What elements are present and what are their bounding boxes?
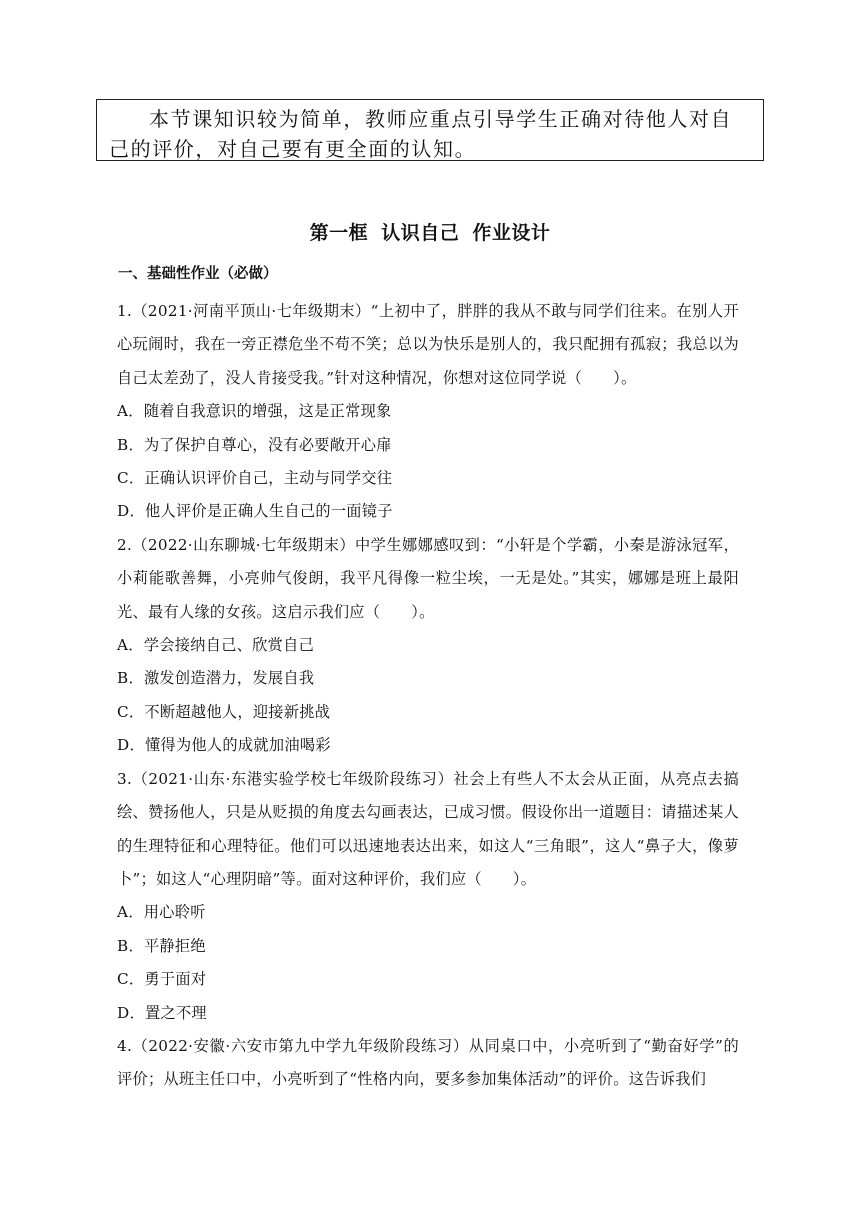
question-1-stem: 1.（2021·河南平顶山·七年级期末）“上初中了，胖胖的我从不敢与同学们往来。在别人开心玩闹时，我在一旁正襟危坐不苟不笑；总以为快乐是别人的，我只配拥有孤寂；我总以为自己太差劲了，没人肯接受我。”针对这种情况，你想对这位同学说（ ）。 (117, 302, 739, 387)
question-3-stem: 3.（2021·山东·东港实验学校七年级阶段练习）社会上有些人不太会从正面，从亮点去搞绘、赞扬他人，只是从贬损的角度去勾画表达，已成习惯。假设你出一道题目：请描述某人的生理特征和心理特征。他们可以迅速地表达出来，如这人“三角眼”，这人“鼻子大，像萝卜”；如这人“心理阴暗”等。面对这种评价，我们应（ ）。 (117, 769, 739, 888)
page-title (0, 218, 860, 245)
title-part3: 作业设计 (472, 222, 551, 244)
question-1-option-d: D．他人评价是正确人生自己的一面镜子 (117, 502, 393, 521)
question-4-stem: 4.（2022·安徽·六安市第九中学九年级阶段练习）从同桌口中，小亮听到了“勤奋好学”的评价；从班主任口中，小亮听到了“性格内向，要多参加集体活动”的评价。这告诉我们 (117, 1036, 739, 1089)
teaching-note-box (96, 99, 764, 161)
question-3-option-b: B．平静拒绝 (117, 936, 206, 955)
title-part2: 认识自己 (381, 222, 460, 244)
teaching-note: 本节课知识较为简单，教师应重点引导学生正确对待他人对自己的评价，对自己要有更全面的认知。 (109, 107, 733, 161)
question-3-option-c: C．勇于面对 (117, 970, 207, 989)
question-2-option-d: D．懂得为他人的成就加油喝彩 (117, 736, 331, 755)
question-2-stem: 2.（2022·山东聊城·七年级期末）中学生娜娜感叹到：“小轩是个学霸，小秦是游泳冠军，小莉能歌善舞，小亮帅气俊朗，我平凡得像一粒尘埃，一无是处。”其实，娜娜是班上最阳光、最有人缘的女孩。这启示我们应（ ）。 (117, 535, 739, 621)
question-2-option-b: B．激发创造潜力，发展自我 (117, 669, 315, 688)
question-1-option-a: A．随着自我意识的增强，这是正常现象 (117, 402, 392, 421)
question-3-option-d: D．置之不理 (117, 1003, 207, 1022)
question-1-option-b: B．为了保护自尊心，没有必要敞开心扉 (117, 435, 392, 454)
title-part1: 第一框 (309, 222, 369, 244)
question-2-option-a: A．学会接纳自己、欣赏自己 (117, 636, 315, 655)
question-list (117, 295, 739, 1097)
question-3-option-a: A．用心聆听 (117, 903, 206, 922)
question-2-option-c: C．不断超越他人，迎接新挑战 (117, 702, 331, 721)
question-1-option-c: C．正确认识评价自己，主动与同学交往 (117, 469, 393, 488)
section-heading: 一、基础性作业（必做） (118, 266, 278, 282)
